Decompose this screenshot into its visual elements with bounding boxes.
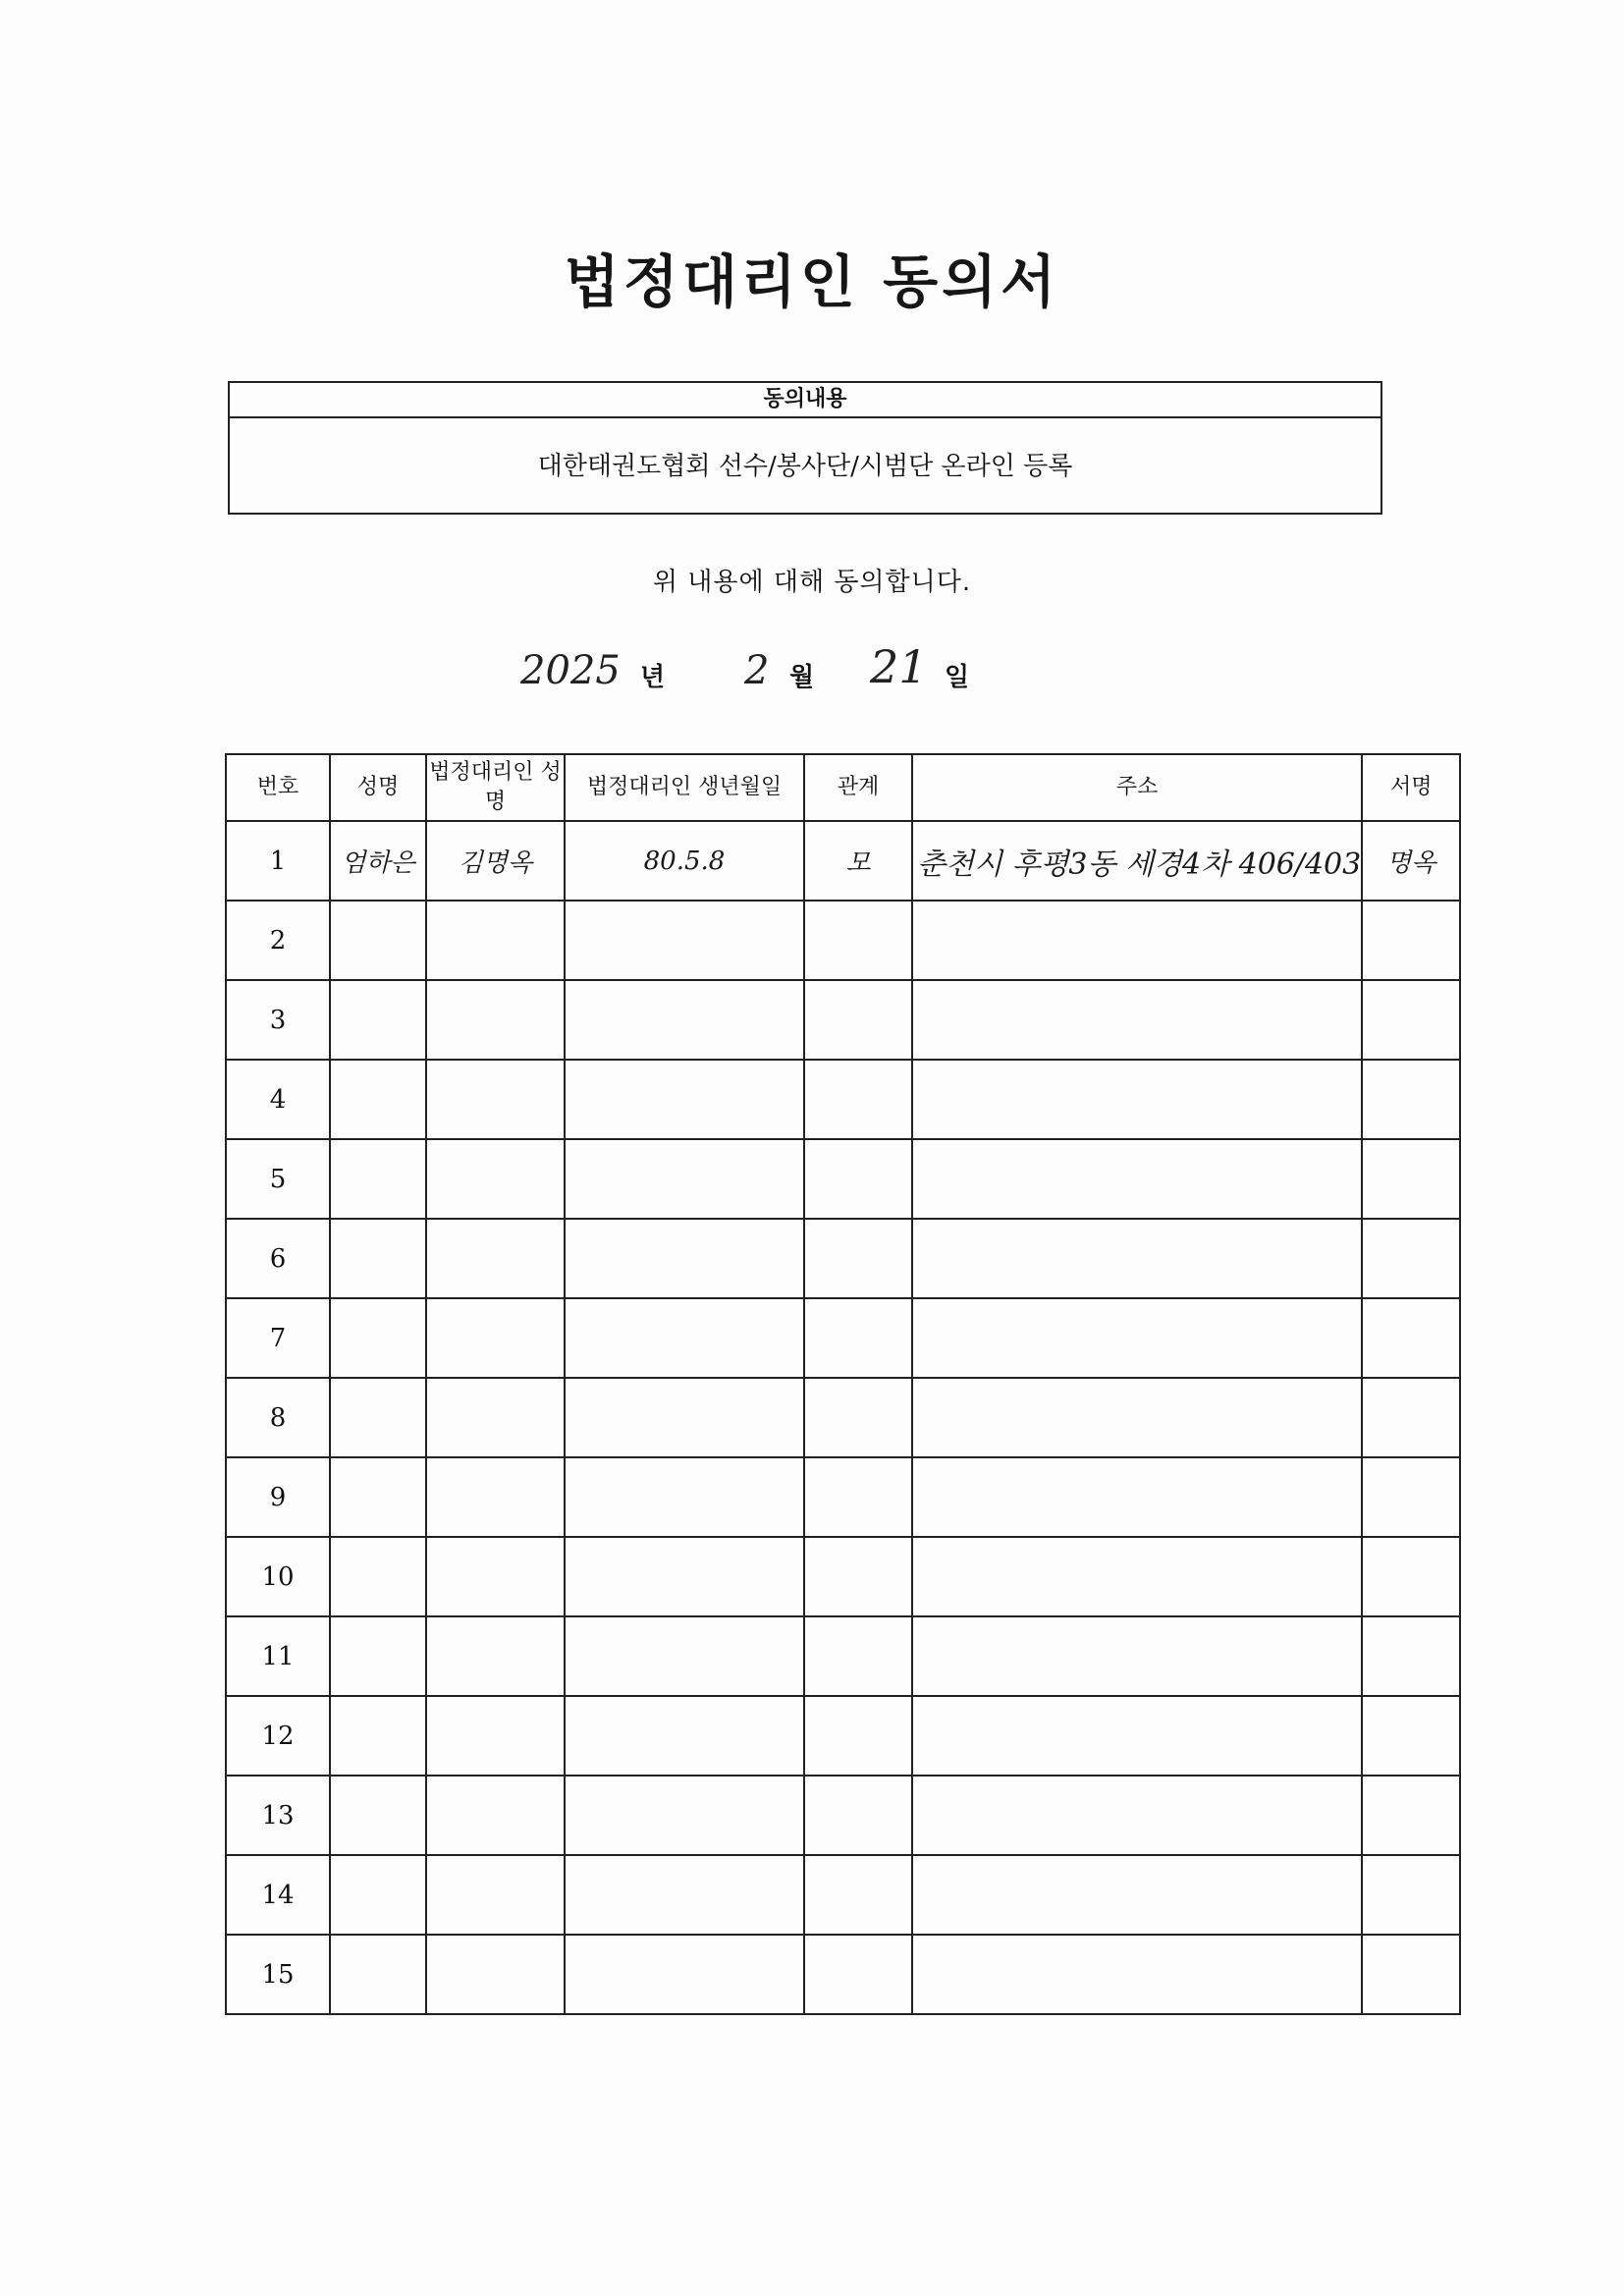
guardian-birth-cell	[565, 1935, 804, 2014]
student-name-cell	[330, 1298, 426, 1378]
student-name-cell	[330, 1855, 426, 1935]
header-address: 주소	[912, 754, 1362, 821]
relation-cell	[804, 1139, 912, 1219]
table-row	[226, 821, 1460, 901]
header-signature: 서명	[1362, 754, 1460, 821]
guardian-birth-cell	[565, 1378, 804, 1457]
table-row	[226, 1298, 1460, 1378]
guardian-name-cell	[426, 1537, 565, 1616]
row-number-cell: 4	[226, 1060, 330, 1139]
address-cell	[912, 1139, 1362, 1219]
row-number-cell: 13	[226, 1776, 330, 1855]
row-number-cell: 12	[226, 1696, 330, 1776]
consent-content: 대한태권도협회 선수/봉사단/시범단 온라인 등록	[537, 452, 1073, 481]
relation-cell	[804, 1935, 912, 2014]
relation-cell	[804, 1457, 912, 1537]
signature-cell	[1362, 1378, 1460, 1457]
guardian-name-cell	[426, 1219, 565, 1298]
row-number-cell: 11	[226, 1616, 330, 1696]
row-number-cell: 1	[226, 821, 330, 901]
student-name-cell	[330, 1616, 426, 1696]
relation-cell	[804, 1298, 912, 1378]
row-number-cell: 10	[226, 1537, 330, 1616]
date-year: 2025	[520, 648, 621, 693]
guardian-name-cell	[426, 1298, 565, 1378]
student-name-cell	[330, 1935, 426, 2014]
table-row	[226, 1219, 1460, 1298]
row-number-cell: 5	[226, 1139, 330, 1219]
address-cell	[912, 980, 1362, 1060]
row-number-cell: 8	[226, 1378, 330, 1457]
table-header-row	[226, 754, 1460, 821]
agree-statement: 위 내용에 대해 동의합니다.	[652, 568, 972, 597]
student-name-cell: 엄하은	[330, 821, 426, 901]
relation-cell	[804, 1219, 912, 1298]
row-number-cell: 3	[226, 980, 330, 1060]
table-row	[226, 1696, 1460, 1776]
table-row	[226, 1139, 1460, 1219]
signature-cell: 명옥	[1362, 821, 1460, 901]
address-cell: 춘천시 후평3동 세경4차 406/403	[912, 821, 1362, 901]
date-month: 2	[744, 648, 770, 693]
relation-cell	[804, 1616, 912, 1696]
student-name-cell	[330, 1696, 426, 1776]
guardian-birth-cell	[565, 1298, 804, 1378]
address-cell	[912, 1616, 1362, 1696]
signature-cell	[1362, 1298, 1460, 1378]
guardian-birth-cell: 80.5.8	[565, 821, 804, 901]
document-title: 법정대리인 동의서	[564, 248, 1060, 315]
table-row	[226, 1060, 1460, 1139]
table-row	[226, 980, 1460, 1060]
signature-cell	[1362, 1219, 1460, 1298]
registration-table	[225, 753, 1461, 2015]
consent-box	[228, 381, 1382, 515]
table-row	[226, 1776, 1460, 1855]
address-cell	[912, 1298, 1362, 1378]
consent-header: 동의내용	[230, 383, 1380, 418]
signature-cell	[1362, 1696, 1460, 1776]
header-name: 성명	[330, 754, 426, 821]
row-number-cell: 6	[226, 1219, 330, 1298]
row-number-cell: 15	[226, 1935, 330, 2014]
signature-cell	[1362, 980, 1460, 1060]
relation-cell	[804, 1855, 912, 1935]
guardian-name-cell	[426, 1776, 565, 1855]
date-month-unit: 월	[789, 663, 815, 692]
address-cell	[912, 1855, 1362, 1935]
address-cell	[912, 1457, 1362, 1537]
guardian-birth-cell	[565, 1855, 804, 1935]
relation-cell	[804, 1537, 912, 1616]
student-name-cell	[330, 980, 426, 1060]
guardian-name-cell	[426, 901, 565, 980]
row-number-cell: 2	[226, 901, 330, 980]
header-guardian-birth: 법정대리인 생년월일	[565, 754, 804, 821]
relation-cell	[804, 1378, 912, 1457]
guardian-birth-cell	[565, 1457, 804, 1537]
guardian-birth-cell	[565, 1139, 804, 1219]
guardian-birth-cell	[565, 1219, 804, 1298]
row-number-cell: 7	[226, 1298, 330, 1378]
address-cell	[912, 1219, 1362, 1298]
guardian-name-cell: 김명옥	[426, 821, 565, 901]
guardian-name-cell	[426, 1935, 565, 2014]
table-body	[226, 821, 1460, 2014]
guardian-name-cell	[426, 1060, 565, 1139]
guardian-name-cell	[426, 1457, 565, 1537]
signature-cell	[1362, 1537, 1460, 1616]
address-cell	[912, 1776, 1362, 1855]
guardian-name-cell	[426, 1139, 565, 1219]
header-number: 번호	[226, 754, 330, 821]
row-number-cell: 9	[226, 1457, 330, 1537]
table-row	[226, 1855, 1460, 1935]
table-row	[226, 1378, 1460, 1457]
table-row	[226, 1935, 1460, 2014]
relation-cell: 모	[804, 821, 912, 901]
address-cell	[912, 901, 1362, 980]
relation-cell	[804, 901, 912, 980]
address-cell	[912, 1696, 1362, 1776]
student-name-cell	[330, 1776, 426, 1855]
signature-cell	[1362, 1776, 1460, 1855]
guardian-birth-cell	[565, 901, 804, 980]
guardian-birth-cell	[565, 1776, 804, 1855]
date-day: 21	[870, 640, 928, 693]
relation-cell	[804, 980, 912, 1060]
signature-cell	[1362, 1855, 1460, 1935]
date-year-unit: 년	[640, 663, 666, 692]
guardian-name-cell	[426, 1378, 565, 1457]
header-relation: 관계	[804, 754, 912, 821]
table-row	[226, 1457, 1460, 1537]
guardian-birth-cell	[565, 1616, 804, 1696]
signature-cell	[1362, 1060, 1460, 1139]
row-number-cell: 14	[226, 1855, 330, 1935]
table-row	[226, 1616, 1460, 1696]
student-name-cell	[330, 1378, 426, 1457]
guardian-birth-cell	[565, 1060, 804, 1139]
address-cell	[912, 1378, 1362, 1457]
address-cell	[912, 1537, 1362, 1616]
signature-cell	[1362, 901, 1460, 980]
date-line	[520, 640, 1110, 699]
guardian-birth-cell	[565, 980, 804, 1060]
guardian-name-cell	[426, 980, 565, 1060]
relation-cell	[804, 1696, 912, 1776]
student-name-cell	[330, 1537, 426, 1616]
guardian-birth-cell	[565, 1537, 804, 1616]
date-day-unit: 일	[945, 663, 970, 692]
header-guardian-name: 법정대리인 성명	[426, 754, 565, 821]
signature-cell	[1362, 1616, 1460, 1696]
guardian-name-cell	[426, 1616, 565, 1696]
student-name-cell	[330, 1139, 426, 1219]
signature-cell	[1362, 1935, 1460, 2014]
student-name-cell	[330, 901, 426, 980]
student-name-cell	[330, 1219, 426, 1298]
signature-cell	[1362, 1139, 1460, 1219]
relation-cell	[804, 1776, 912, 1855]
student-name-cell	[330, 1060, 426, 1139]
table-row	[226, 1537, 1460, 1616]
student-name-cell	[330, 1457, 426, 1537]
guardian-name-cell	[426, 1696, 565, 1776]
address-cell	[912, 1935, 1362, 2014]
table-row	[226, 901, 1460, 980]
address-cell	[912, 1060, 1362, 1139]
guardian-name-cell	[426, 1855, 565, 1935]
relation-cell	[804, 1060, 912, 1139]
signature-cell	[1362, 1457, 1460, 1537]
guardian-birth-cell	[565, 1696, 804, 1776]
